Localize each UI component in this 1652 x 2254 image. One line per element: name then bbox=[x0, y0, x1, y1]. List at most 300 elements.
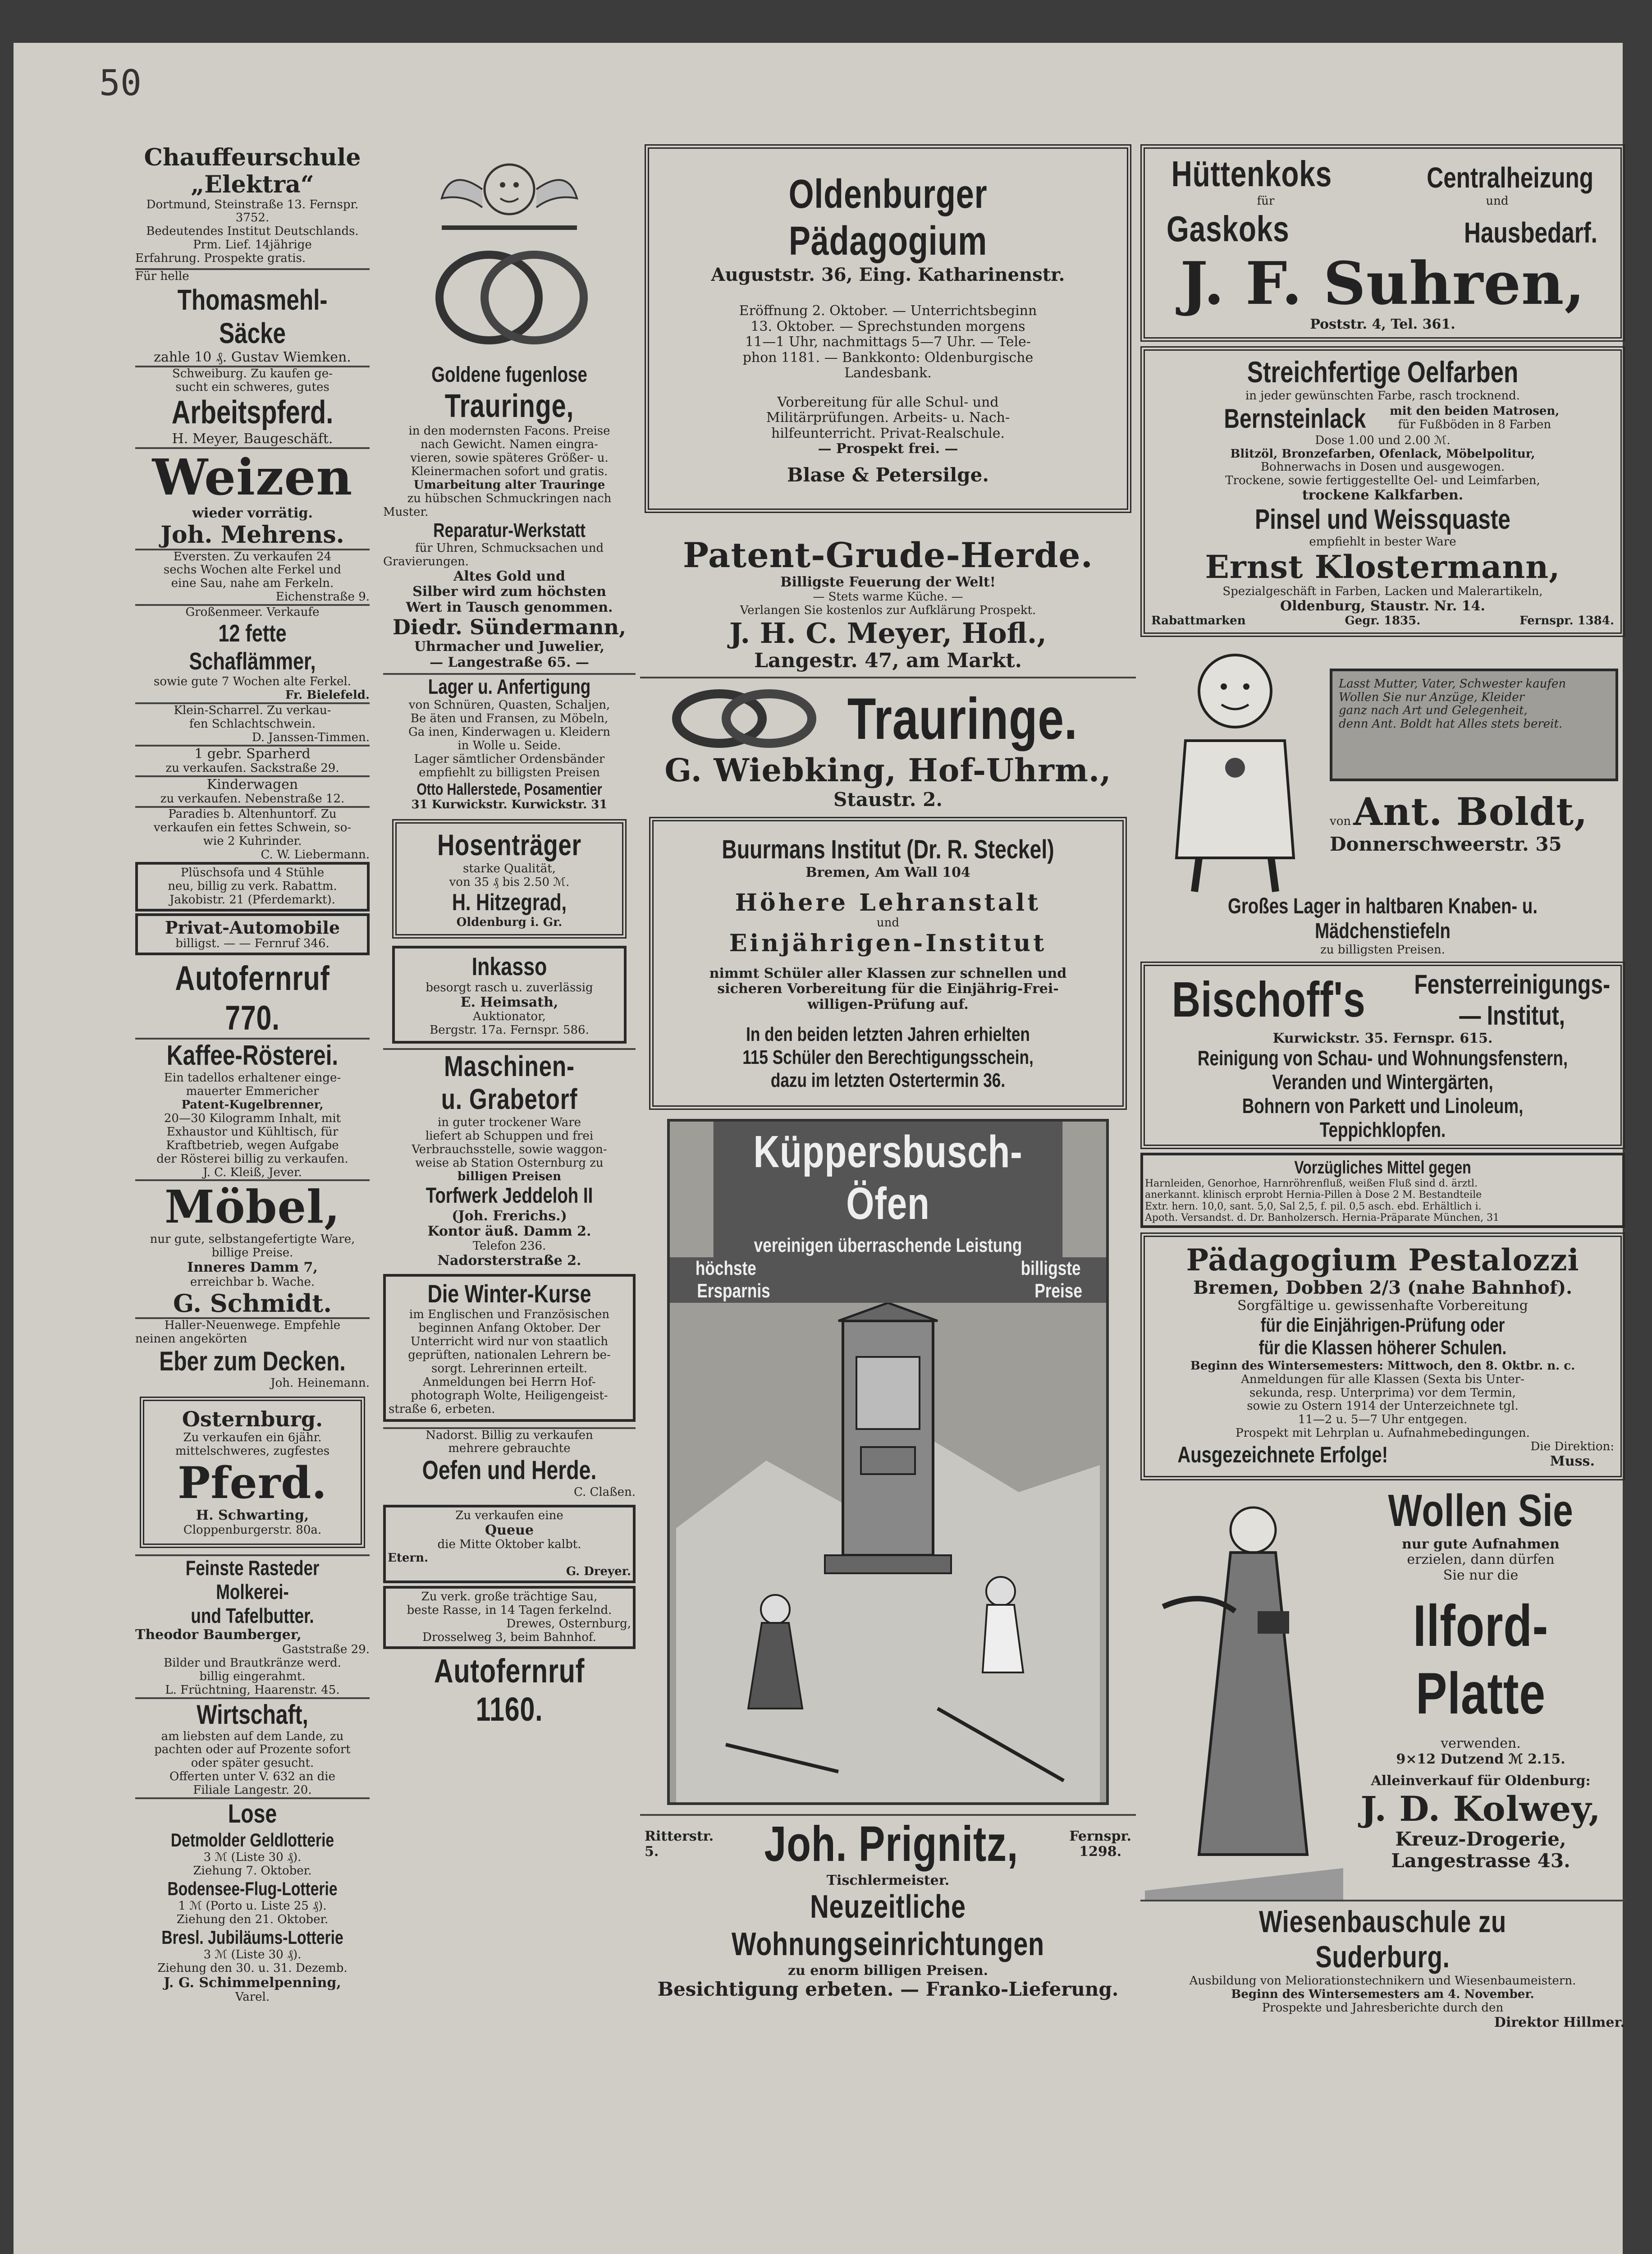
paedagogium-l6: Vorbereitung für alle Schul- und bbox=[777, 394, 999, 410]
grude-l3: Verlangen Sie kostenlos zur Aufklärung Prospekt. bbox=[740, 603, 1036, 617]
klostermann-l10: Spezialgeschäft in Farben, Lacken und Malerartikeln, bbox=[1222, 585, 1543, 599]
paedagogium-addr: Auguststr. 36, Eing. Katharinenstr. bbox=[711, 264, 1065, 285]
trauringe-l2: in den modernsten Facons. Preise bbox=[408, 424, 610, 438]
schaf-l2: sowie gute 7 Wochen alte Ferkel. bbox=[154, 675, 351, 689]
kolwey-l6: Alleinverkauf für Oldenburg: bbox=[1371, 1773, 1591, 1789]
molkerei-l3: L. Früchtning, Haarenstr. 45. bbox=[165, 1683, 340, 1697]
pestalozzi-l2: für die Einjährigen-Prüfung oder bbox=[1260, 1314, 1505, 1336]
reparatur-l4: Silber wird zum höchsten bbox=[412, 584, 606, 600]
paedagogium-l4: phon 1181. — Bankkonto: Oldenburgische bbox=[742, 349, 1034, 366]
lose-d3b: Ziehung den 30. u. 31. Dezemb. bbox=[157, 1961, 348, 1975]
paedagogium-l2: 13. Oktober. — Sprechstunden morgens bbox=[750, 318, 1025, 334]
schwein-l1: Klein-Scharrel. Zu verkau- bbox=[174, 703, 331, 717]
lose-title: Lose bbox=[228, 1799, 277, 1828]
klostermann-l9: empfiehlt in bester Ware bbox=[1309, 535, 1456, 549]
boldt-sign1: Lasst Mutter, Vater, Schwester kaufen bbox=[1339, 677, 1566, 691]
wirtschaft-l2: pachten oder auf Prozente sofort bbox=[154, 1743, 351, 1757]
buurman-title: Buurmans Institut (Dr. R. Steckel) bbox=[722, 835, 1054, 865]
mittel-l4: Apoth. Versandst. d. Dr. Banholzersch. Hernia-Präparate München, 31 bbox=[1145, 1212, 1500, 1223]
everst-l3: eine Sau, nahe am Ferkeln. bbox=[171, 577, 334, 591]
weizen-name: Joh. Mehrens. bbox=[160, 521, 344, 549]
klostermann-l12b: Gegr. 1835. bbox=[1345, 614, 1421, 628]
pestalozzi-l10: Ausgezeichnete Erfolge! bbox=[1177, 1442, 1388, 1467]
wiebking-name: G. Wiebking, Hof-Uhrm., bbox=[664, 751, 1112, 789]
buurman-l5: sicheren Vorbereitung für die Einjährig-Frei- bbox=[717, 981, 1059, 997]
pluesch-l1: Plüschsofa und 4 Stühle bbox=[180, 866, 325, 880]
wirtschaft-l3: oder später gesucht. bbox=[191, 1756, 314, 1770]
maschinen-l2: liefert ab Schuppen und frei bbox=[425, 1129, 594, 1143]
boldt-von: von bbox=[1330, 814, 1351, 828]
ad-lager-hallerstede bbox=[383, 673, 636, 812]
kueppersbusch-l2a: höchste bbox=[695, 1257, 756, 1279]
boy-illustration bbox=[1140, 641, 1330, 894]
prignitz-addr1: Ritterstr. bbox=[645, 1828, 714, 1844]
kolwey-l2: erzielen, dann dürfen bbox=[1407, 1552, 1555, 1568]
grude-l2: — Stets warme Küche. — bbox=[813, 590, 963, 604]
maschinen-l5: billigen Preisen bbox=[457, 1169, 562, 1183]
klostermann-l1: in jeder gewünschten Farbe, rasch trocknend. bbox=[1245, 389, 1520, 403]
suhren-w3: für bbox=[1257, 194, 1275, 208]
moebel-l2: billige Preise. bbox=[211, 1246, 293, 1260]
buurman-l4: nimmt Schüler aller Klassen zur schnellen und bbox=[709, 965, 1067, 981]
oefen-l1: Nadorst. Billig zu verkaufen bbox=[426, 1428, 593, 1442]
moebel-l1: nur gute, selbstangefertigte Ware, bbox=[150, 1232, 355, 1246]
molkerei-title2: und Tafelbutter. bbox=[191, 1603, 314, 1627]
paedagogium-l1: Eröffnung 2. Oktober. — Unterrichtsbeginn bbox=[739, 303, 1037, 319]
reparatur-l3: Altes Gold und bbox=[453, 568, 565, 584]
kaffee-l6: Kraftbetrieb, wegen Aufgabe bbox=[166, 1138, 339, 1152]
heinemann-l3: Joh. Heinemann. bbox=[270, 1376, 370, 1390]
ad-oldenburger-paedagogium bbox=[645, 144, 1131, 513]
kueppersbusch-l3a: Ersparnis bbox=[697, 1280, 770, 1302]
pestalozzi-l6: sekunda, resp. Unterprima) vor dem Termin, bbox=[1249, 1386, 1516, 1400]
prignitz-l1: zu enorm billigen Preisen. bbox=[787, 1962, 988, 1979]
ad-elektra bbox=[135, 144, 370, 266]
ad-bischoff bbox=[1140, 962, 1625, 1149]
prignitz-l2: Besichtigung erbeten. — Franko-Lieferung. bbox=[657, 1978, 1119, 2001]
elektra-line1: Dortmund, Steinstraße 13. Fernspr. 3752. bbox=[146, 197, 359, 225]
ad-molkerei bbox=[135, 1554, 370, 1697]
molkerei-name: Theodor Baumberger, bbox=[135, 1627, 302, 1643]
autofernruf2-title: Autofernruf 1160. bbox=[434, 1652, 585, 1728]
paedagogium-l8: hilfeunterricht. Privat-Realschule. bbox=[771, 425, 1005, 441]
bischoff-l4: Bohnern von Parkett und Linoleum, bbox=[1242, 1094, 1524, 1118]
hosentraeger-l1: starke Qualität, bbox=[463, 861, 556, 875]
queue-l1: Zu verkaufen eine bbox=[455, 1508, 563, 1522]
kueppersbusch-title: Küppersbusch-Öfen bbox=[714, 1122, 1062, 1234]
pestalozzi-l7: sowie zu Ostern 1914 der Unterzeichnete tgl. bbox=[1247, 1399, 1519, 1413]
paedagogium-l3: 11—1 Uhr, nachmittags 5—7 Uhr. — Tele- bbox=[745, 334, 1031, 350]
boldt-sign2: Wollen Sie nur Anzüge, Kleider bbox=[1339, 690, 1525, 704]
klostermann-l4: Blitzöl, Bronzefarben, Ofenlack, Möbelpolitur, bbox=[1230, 447, 1535, 461]
kolwey-l4: verwenden. bbox=[1441, 1736, 1521, 1752]
ad-mehl bbox=[135, 268, 370, 366]
queue-l4: Etern. bbox=[388, 1551, 429, 1565]
bischoff-t3: — Institut, bbox=[1459, 1000, 1565, 1031]
everst-l1: Eversten. Zu verkaufen 24 bbox=[173, 550, 332, 564]
suhren-w6: Hausbedarf. bbox=[1464, 216, 1598, 249]
schaf-l3: Fr. Bielefeld. bbox=[285, 688, 370, 702]
maschinen-name: Torfwerk Jeddeloh II bbox=[426, 1184, 593, 1208]
pferd1-small: Schweiburg. Zu kaufen ge- bbox=[172, 367, 333, 380]
ad-hernia-mittel bbox=[1140, 1153, 1625, 1228]
ad-suhren bbox=[1140, 144, 1625, 342]
boldt-addr: Donnerschweerstr. 35 bbox=[1330, 833, 1562, 856]
hosentraeger-name: H. Hitzegrad, bbox=[452, 889, 567, 916]
bischoff-l5: Teppichklopfen. bbox=[1319, 1118, 1446, 1142]
hosentraeger-town: Oldenburg i. Gr. bbox=[456, 916, 563, 930]
column-3 bbox=[640, 144, 1136, 2001]
ad-autofernruf bbox=[135, 959, 370, 1038]
kinderw-l2: zu verkaufen. Nebenstraße 12. bbox=[160, 792, 345, 806]
inkasso-l1: besorgt rasch u. zuverlässig bbox=[426, 980, 593, 994]
kaffee-l3: Patent-Kugelbrenner, bbox=[181, 1098, 324, 1112]
kolwey-l5: 9×12 Dutzend ℳ 2.15. bbox=[1396, 1751, 1565, 1767]
lager-addr: 31 Kurwickstr. Kurwickstr. 31 bbox=[411, 798, 608, 811]
klostermann-l2: Bernsteinlack bbox=[1223, 403, 1366, 434]
lager-l4: in Wolle u. Seide. bbox=[458, 738, 561, 752]
kaffee-title: Kaffee-Rösterei. bbox=[166, 1040, 339, 1071]
klostermann-l5: Bohnerwachs in Dosen und ausgewogen. bbox=[1260, 460, 1505, 474]
ad-boldt-footer bbox=[1140, 894, 1625, 957]
queue-l3: die Mitte Oktober kalbt. bbox=[437, 1538, 581, 1552]
suhren-addr: Poststr. 4, Tel. 361. bbox=[1310, 316, 1455, 333]
klostermann-l3: Dose 1.00 und 2.00 ℳ. bbox=[1315, 433, 1451, 447]
ad-privat-automobile bbox=[135, 913, 370, 956]
mittel-l2: anerkannt. klinisch erprobt Hernia-Pillen à Dose 2 M. Bestandteile bbox=[1145, 1189, 1482, 1201]
ad-trauringe-suendermann bbox=[383, 144, 636, 670]
lose-d2a: 1 ℳ (Porto u. Liste 25 ₰). bbox=[178, 1899, 327, 1913]
moebel-l3: Inneres Damm 7, bbox=[187, 1260, 318, 1276]
kolwey-big: Ilford-Platte bbox=[1413, 1593, 1549, 1726]
suderburg-l2: Beginn des Wintersemesters am 4. November. bbox=[1231, 1987, 1534, 2001]
kolwey-l7: Kreuz-Drogerie, bbox=[1395, 1828, 1566, 1850]
maschinen-l4: weise ab Station Osternburg zu bbox=[415, 1156, 604, 1170]
everst-l4: Eichenstraße 9. bbox=[275, 590, 370, 604]
lose-d1: Detmolder Geldlotterie bbox=[170, 1829, 334, 1851]
ad-arbeitspferd bbox=[135, 366, 370, 447]
wiebking-addr: Staustr. 2. bbox=[833, 788, 943, 811]
lose-d1a: 3 ℳ (Liste 30 ₰). bbox=[203, 1850, 302, 1864]
winterkurse-l8: straße 6, erbeten. bbox=[389, 1402, 495, 1416]
buurman-l6: willigen-Prüfung auf. bbox=[807, 996, 969, 1012]
bischoff-l1: Kurwickstr. 35. Fernspr. 615. bbox=[1272, 1030, 1493, 1046]
schaf-title: 12 fette Schaflämmer, bbox=[189, 619, 316, 675]
winterkurse-title: Die Winter-Kurse bbox=[427, 1279, 591, 1308]
pestalozzi-l1: Sorgfältige u. gewissenhafte Vorbereitung bbox=[1237, 1298, 1528, 1314]
buurman-addr: Bremen, Am Wall 104 bbox=[805, 864, 970, 880]
lager-l2: Be äten und Fransen, zu Möbeln, bbox=[410, 712, 609, 726]
mittel-title: Vorzügliches Mittel gegen bbox=[1294, 1158, 1471, 1178]
heinemann-l2: neinen angekörten bbox=[135, 1332, 247, 1346]
kaffee-l4: 20—30 Kilogramm Inhalt, mit bbox=[164, 1111, 341, 1125]
grude-l1: Billigste Feuerung der Welt! bbox=[780, 574, 996, 591]
ad-weizen bbox=[135, 447, 370, 549]
oefen-l2: mehrere gebrauchte bbox=[448, 1442, 571, 1456]
buurman-l3: Einjährigen-Institut bbox=[729, 930, 1047, 957]
queue-l5: G. Dreyer. bbox=[566, 1565, 631, 1579]
klostermann-l11: Oldenburg, Staustr. Nr. 14. bbox=[1280, 598, 1485, 614]
winterkurse-l4: geprüften, nationalen Lehrern be- bbox=[408, 1348, 611, 1362]
klostermann-l12a: Rabattmarken bbox=[1151, 614, 1246, 628]
bischoff-l3: Veranden und Wintergärten, bbox=[1272, 1070, 1493, 1094]
wirtschaft-l4: Offerten unter V. 632 an die bbox=[169, 1770, 335, 1784]
elektra-title: Chauffeurschule „Elektra“ bbox=[144, 144, 361, 198]
klostermann-l6: Trockene, sowie fertiggestellte Oel- und Leimfarben, bbox=[1225, 474, 1540, 488]
boldt-sign4: denn Ant. Boldt hat Alles stets bereit. bbox=[1339, 717, 1563, 731]
ad-hosentraeger bbox=[392, 819, 627, 939]
ad-torf bbox=[383, 1048, 636, 1269]
ad-wirtschaft bbox=[135, 1697, 370, 1797]
trauringe-l4: vieren, sowie späteres Größer- u. bbox=[410, 451, 609, 465]
schwein-l3: D. Janssen-Timmen. bbox=[252, 730, 370, 744]
winterkurse-l5: sorgt. Lehrerinnen erteilt. bbox=[431, 1361, 587, 1375]
boldt-l2: zu billigsten Preisen. bbox=[1320, 943, 1445, 957]
pferd1-small2: sucht ein schweres, gutes bbox=[175, 380, 329, 394]
osternburg-name: H. Schwarting, bbox=[196, 1507, 309, 1524]
heinemann-title: Eber zum Decken. bbox=[159, 1346, 346, 1377]
lager-l6: empfiehlt zu billigsten Preisen bbox=[419, 765, 600, 779]
kaffee-l8: J. C. Kleiß, Jever. bbox=[203, 1165, 302, 1179]
kolwey-name: J. D. Kolwey, bbox=[1360, 1788, 1601, 1829]
lager-title: Lager u. Anfertigung bbox=[428, 675, 591, 699]
osternburg-l1: Zu verkaufen ein 6jähr. bbox=[183, 1431, 322, 1445]
klostermann-l2b: mit den beiden Matrosen, bbox=[1390, 404, 1560, 418]
suhren-w1: Hüttenkoks bbox=[1171, 154, 1332, 194]
lose-d3: Bresl. Jubiläums-Lotterie bbox=[161, 1926, 343, 1948]
mehl-title: Thomasmehl-Säcke bbox=[177, 283, 328, 349]
ad-wiebking-trauringe bbox=[640, 677, 1136, 811]
sparherd-l2: zu verkaufen. Sackstraße 29. bbox=[165, 761, 339, 775]
buurman-l9: dazu im letzten Ostertermin 36. bbox=[770, 1069, 1006, 1091]
ad-moebel bbox=[135, 1179, 370, 1317]
klostermann-l8: Pinsel und Weissquaste bbox=[1255, 504, 1510, 535]
wirtschaft-l5: Filiale Langestr. 20. bbox=[193, 1783, 312, 1797]
buurman-l8: 115 Schüler den Berechtigungsschein, bbox=[742, 1046, 1034, 1068]
lose-d2: Bodensee-Flug-Lotterie bbox=[167, 1878, 338, 1899]
suhren-w4: und bbox=[1486, 194, 1509, 208]
ad-pluesch bbox=[135, 862, 370, 912]
paradies-l3: wie 2 Kuhrinder. bbox=[203, 834, 302, 848]
ad-osternburg-pferd bbox=[140, 1397, 365, 1548]
osternburg-l2: mittelschweres, zugfestes bbox=[175, 1444, 330, 1458]
inkasso-addr: Bergstr. 17a. Fernspr. 586. bbox=[430, 1023, 589, 1037]
grude-name: J. H. C. Meyer, Hofl., bbox=[729, 617, 1047, 650]
queue-l2: Queue bbox=[485, 1522, 534, 1538]
privat-title: Privat-Automobile bbox=[165, 917, 340, 938]
maschinen-l8: Telefon 236. bbox=[472, 1239, 546, 1253]
boldt-name: Ant. Boldt, bbox=[1353, 789, 1588, 834]
maschinen-l1: in guter trockener Ware bbox=[437, 1116, 581, 1129]
reparatur-role: Uhrmacher und Juwelier, bbox=[414, 639, 605, 655]
lose-d3a: 3 ℳ (Liste 30 ₰). bbox=[203, 1948, 302, 1962]
ad-schlachtschwein bbox=[135, 702, 370, 745]
molkerei-l2: billig eingerahmt. bbox=[199, 1669, 306, 1683]
ad-kinderwagen bbox=[135, 775, 370, 806]
klostermann-title: Streichfertige Oelfarben bbox=[1247, 355, 1519, 389]
klostermann-l2c: für Fußböden in 8 Farben bbox=[1398, 418, 1551, 432]
maschinen-l9: Nadorsterstraße 2. bbox=[437, 1252, 581, 1269]
ad-winterkurse bbox=[383, 1274, 636, 1422]
trauringe-l8: Muster. bbox=[383, 505, 429, 519]
paedagogium-title: Oldenburger Pädagogium bbox=[788, 172, 988, 264]
ad-sau bbox=[383, 1586, 636, 1649]
suhren-name: J. F. Suhren, bbox=[1180, 248, 1585, 318]
lager-l5: Lager sämtlicher Ordensbänder bbox=[414, 752, 605, 766]
boldt-l1: Großes Lager in haltbaren Knaben- u. Mädchenstiefeln bbox=[1227, 894, 1538, 943]
trauringe-l7: zu hübschen Schmuckringen nach bbox=[407, 491, 612, 505]
kaffee-l2: mauerter Emmericher bbox=[186, 1085, 319, 1099]
autofernruf-title: Autofernruf 770. bbox=[175, 959, 330, 1037]
kaffee-l7: der Rösterei billig zu verkaufen. bbox=[156, 1152, 348, 1166]
reparatur-addr: — Langestraße 65. — bbox=[430, 654, 589, 670]
ad-pestalozzi bbox=[1140, 1232, 1625, 1480]
lager-l3: Ga inen, Kinderwagen u. Kleidern bbox=[408, 725, 610, 739]
column-4 bbox=[1140, 144, 1625, 2030]
woman-camera-illustration bbox=[1145, 1494, 1343, 1900]
buurman-l1: Höhere Lehranstalt bbox=[735, 889, 1041, 917]
suhren-w2: Centralheizung bbox=[1426, 161, 1593, 194]
grude-title: Patent-Grude-Herde. bbox=[682, 535, 1094, 575]
maschinen-title2: u. Grabetorf bbox=[441, 1083, 578, 1116]
molkerei-title: Feinste Rasteder Molkerei- bbox=[185, 1556, 320, 1603]
column-1 bbox=[135, 144, 370, 2004]
rings-icon bbox=[670, 685, 819, 752]
privat-l1: billigst. — — Fernruf 346. bbox=[175, 937, 329, 951]
winterkurse-l7: photograph Wolte, Heiligengeist- bbox=[411, 1388, 608, 1402]
mehl-text: zahle 10 ₰. Gustav Wiemken. bbox=[154, 349, 351, 366]
pferd1-title: Arbeitspferd. bbox=[171, 394, 334, 431]
paedagogium-l5: Landesbank. bbox=[844, 365, 932, 381]
ad-eversten bbox=[135, 549, 370, 605]
klostermann-l7: trockene Kalkfarben. bbox=[1302, 487, 1464, 504]
column-2 bbox=[383, 144, 636, 1728]
buurman-l7: In den beiden letzten Jahren erhielten bbox=[746, 1023, 1030, 1046]
schaf-l1: Großenmeer. Verkaufe bbox=[185, 605, 320, 619]
elektra-line2: Bedeutendes Institut Deutschlands. Prm. Lief. 14jährige bbox=[146, 224, 359, 252]
reparatur-l2: Gravierungen. bbox=[383, 555, 469, 569]
ad-boldt bbox=[1140, 641, 1625, 894]
suderburg-l1: Ausbildung von Meliorationstechnikern und Wiesenbaumeistern. bbox=[1189, 1974, 1576, 1988]
klostermann-l12c: Fernspr. 1384. bbox=[1519, 614, 1614, 628]
pestalozzi-l12: Muss. bbox=[1550, 1453, 1595, 1470]
kolwey-title: Wollen Sie bbox=[1388, 1485, 1574, 1536]
weizen-sub: wieder vorrätig. bbox=[192, 505, 313, 522]
sau-l4: Drosselweg 3, beim Bahnhof. bbox=[422, 1630, 596, 1644]
molkerei-addr: Gaststraße 29. bbox=[282, 1642, 370, 1656]
bischoff-l2: Reinigung von Schau- und Wohnungsfenstern, bbox=[1197, 1046, 1568, 1070]
lager-l1: von Schnüren, Quasten, Schaljen, bbox=[408, 698, 610, 712]
inkasso-title: Inkasso bbox=[471, 952, 547, 981]
ad-buurmans-institut bbox=[649, 817, 1127, 1110]
lose-name: J. G. Schimmelpenning, bbox=[164, 1975, 341, 1991]
paedagogium-l9: — Prospekt frei. — bbox=[818, 441, 958, 457]
paedagogium-name: Blase & Petersilge. bbox=[787, 463, 989, 486]
stove-skiers-illustration bbox=[676, 1303, 1100, 1803]
ad-sparherd bbox=[135, 745, 370, 775]
reparatur-l1: für Uhren, Schmucksachen und bbox=[415, 541, 604, 555]
pestalozzi-l9: Prospekt mit Lehrplan u. Aufnahmebedingungen. bbox=[1236, 1426, 1530, 1440]
wirtschaft-title: Wirtschaft, bbox=[197, 1699, 308, 1730]
hosentraeger-title: Hosenträger bbox=[437, 828, 581, 861]
mittel-l3: Extr. hern. 10,0, sant. 5,0, Sal 2,5, f. pil. 0,5 asch. ebd. Erhältlich i. bbox=[1145, 1200, 1482, 1212]
winterkurse-l3: Unterricht wird nur von staatlich bbox=[410, 1335, 609, 1349]
pluesch-l2: neu, billig zu verk. Rabattm. bbox=[168, 879, 337, 893]
prignitz-addr2: 5. bbox=[645, 1844, 659, 1860]
molkerei-l1: Bilder und Brautkränze werd. bbox=[164, 1656, 341, 1670]
inkasso-name: E. Heimsath, bbox=[460, 994, 558, 1010]
maschinen-l6: (Joh. Frerichs.) bbox=[452, 1208, 567, 1224]
trauringe-l5: Kleinermachen sofort und gratis. bbox=[411, 465, 608, 479]
kaffee-l1: Ein tadellos erhaltener einge- bbox=[164, 1071, 341, 1085]
grude-addr: Langestr. 47, am Markt. bbox=[754, 649, 1022, 672]
reparatur-title: Reparatur-Werkstatt bbox=[433, 519, 586, 541]
oefen-title: Oefen und Herde. bbox=[422, 1456, 597, 1485]
kueppersbusch-l2b: billigste bbox=[1020, 1257, 1081, 1279]
paedagogium-l7: Militärprüfungen. Arbeits- u. Nach- bbox=[766, 410, 1010, 426]
ad-kolwey-ilford bbox=[1140, 1485, 1625, 1900]
trauringe-title: Trauringe, bbox=[444, 388, 574, 424]
mehl-small: Für helle bbox=[135, 270, 189, 284]
ad-klostermann bbox=[1140, 346, 1625, 637]
reparatur-l5: Wert in Tausch genommen. bbox=[406, 599, 613, 615]
weizen-title: Weizen bbox=[152, 448, 353, 506]
kueppersbusch-l3b: Preise bbox=[1034, 1280, 1082, 1302]
ad-queue bbox=[383, 1505, 636, 1583]
moebel-l4: erreichbar b. Wache. bbox=[190, 1275, 315, 1289]
sparherd-l1: 1 gebr. Sparherd bbox=[194, 746, 311, 762]
pestalozzi-l5: Anmeldungen für alle Klassen (Sexta bis Unter- bbox=[1241, 1372, 1524, 1386]
schwein-l2: fen Schlachtschwein. bbox=[189, 717, 316, 731]
cupid-rings-illustration bbox=[415, 149, 604, 356]
bischoff-t2: Fensterreinigungs- bbox=[1414, 969, 1611, 999]
paradies-l2: verkaufen ein fettes Schwein, so- bbox=[153, 821, 352, 835]
sau-l3: Drewes, Osternburg, bbox=[506, 1617, 631, 1631]
kaffee-l5: Exhaustor und Kühltisch, für bbox=[166, 1125, 339, 1139]
trauringe-l3: nach Gewicht. Namen eingra- bbox=[421, 438, 598, 452]
ad-autofernruf-1160 bbox=[383, 1652, 636, 1728]
trauringe-l6: Umarbeitung alter Trauringe bbox=[413, 478, 605, 492]
pestalozzi-title: Pädagogium Pestalozzi bbox=[1186, 1242, 1579, 1278]
buurman-l2: und bbox=[876, 916, 900, 930]
wiebking-title: Trauringe. bbox=[847, 685, 1078, 751]
lager-name: Otto Hallerstede, Posamentier bbox=[416, 779, 602, 798]
elektra-line3: Erfahrung. Prospekte gratis. bbox=[135, 252, 306, 266]
paradies-l4: C. W. Liebermann. bbox=[261, 848, 370, 862]
kinderw-l1: Kinderwagen bbox=[206, 776, 298, 793]
pferd1-text: H. Meyer, Baugeschäft. bbox=[172, 431, 333, 447]
moebel-title: Möbel, bbox=[165, 1180, 340, 1234]
pestalozzi-addr: Bremen, Dobben 2/3 (nahe Bahnhof). bbox=[1193, 1277, 1573, 1299]
sau-l1: Zu verk. große trächtige Sau, bbox=[421, 1590, 598, 1603]
paradies-l1: Paradies b. Altenhuntorf. Zu bbox=[168, 807, 337, 821]
suhren-w5: Gaskoks bbox=[1167, 208, 1290, 249]
lose-d1b: Ziehung 7. Oktober. bbox=[193, 1864, 312, 1878]
prignitz-role: Tischlermeister. bbox=[826, 1872, 950, 1888]
trauringe-l1: Goldene fugenlose bbox=[431, 363, 587, 387]
ad-schaflaemmer bbox=[135, 604, 370, 702]
ad-eber bbox=[135, 1317, 370, 1391]
kolwey-l3: Sie nur die bbox=[1443, 1567, 1519, 1583]
mittel-l1: Harnleiden, Genorhoe, Harnröhrenfluß, weißen Fluß sind d. ärztl. bbox=[1145, 1178, 1478, 1190]
suderburg-l4: Direktor Hillmer. bbox=[1494, 2014, 1625, 2030]
pestalozzi-l11: Die Direktion: bbox=[1530, 1440, 1614, 1454]
page-number: 50 bbox=[99, 63, 142, 104]
ad-lose bbox=[135, 1797, 370, 2004]
kolwey-l1: nur gute Aufnahmen bbox=[1402, 1536, 1560, 1552]
everst-l2: sechs Wochen alte Ferkel und bbox=[163, 563, 342, 577]
kueppersbusch-l1: vereinigen überraschende Leistung bbox=[714, 1234, 1062, 1257]
